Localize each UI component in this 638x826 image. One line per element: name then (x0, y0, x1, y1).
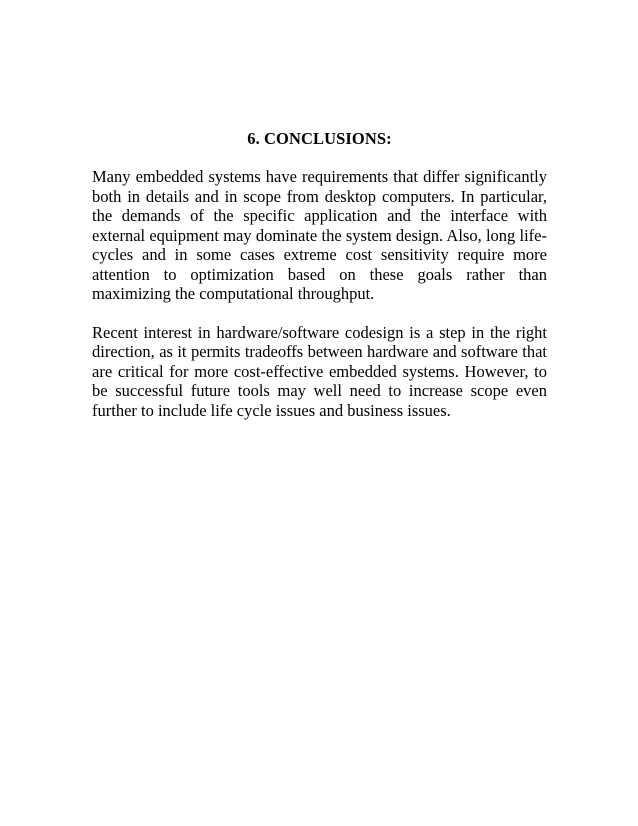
paragraph-1: Many embedded systems have requirements that differ significantly both in details and in scope from desktop computers. In particular, the demands of the specific application and the interface with external equipment may dominate the system design. Also, long life-cycles and in some cases extreme cost sensitivity require more attention to optimization based on these goals rather than maximizing the computational throughput. (92, 167, 547, 303)
section-heading: 6. CONCLUSIONS: (247, 129, 392, 148)
document-body (92, 128, 547, 420)
paragraph-2: Recent interest in hardware/software codesign is a step in the right direction, as it permits tradeoffs between hardware and software that are critical for more cost-effective embedded systems. However, to be successful future tools may well need to increase scope even further to include life cycle issues and business issues. (92, 322, 547, 420)
